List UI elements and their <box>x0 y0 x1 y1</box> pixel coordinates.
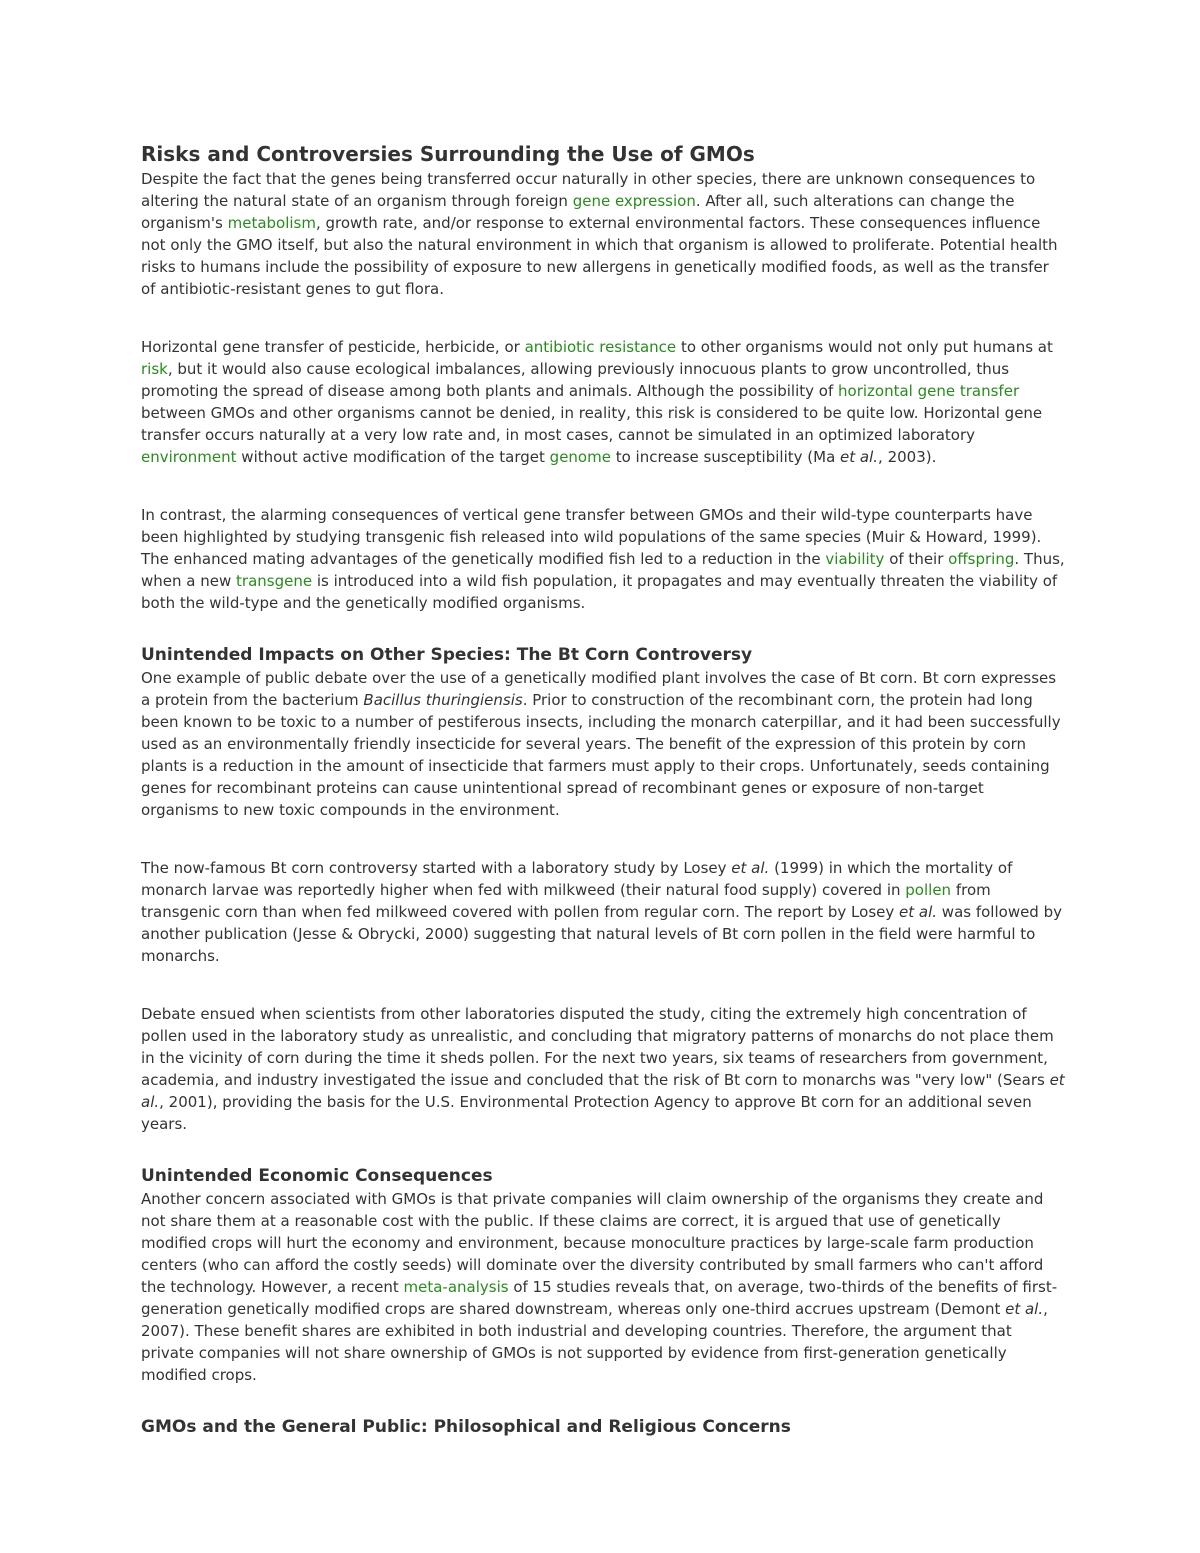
text-run: to increase susceptibility (Ma <box>610 448 841 466</box>
text-run: In contrast, the alarming consequences of vertical gene transfer between GMOs and their wild-type counterparts have been highlighted by studying transgenic fish released into wild populations of the same species (Muir & Howard, 1999). The enhanced mating advantages of the genetically modified fish led to a reduction in the <box>141 506 1042 568</box>
italic-text: et al. <box>141 1071 1065 1111</box>
link-pollen[interactable]: pollen <box>905 881 952 899</box>
text-run: Another concern associated with GMOs is that private companies will claim ownership of the organisms they create and not share them at a reasonable cost with the public. If these claims are correct, it is argued that use of genetically modified crops will hurt the economy and environment, because monoculture practices by large-scale farm production centers (who can afford the costly seeds) will dominate over the diversity contributed by small farmers who can't afford the technology. However, a recent <box>141 1190 1044 1296</box>
text-run: between GMOs and other organisms cannot be denied, in reality, this risk is considered to be quite low. Horizontal gene transfer occurs naturally at a very low rate and, in most cases, cannot be simulated in an optimized laboratory <box>141 404 1043 444</box>
body-paragraph <box>141 336 1066 468</box>
section-heading: Unintended Impacts on Other Species: The Bt Corn Controversy <box>141 645 753 665</box>
page-title: Risks and Controversies Surrounding the Use of GMOs <box>141 142 755 166</box>
link-risk[interactable]: risk <box>141 360 168 378</box>
section-spacer <box>141 1135 1066 1164</box>
text-run: (1999) in which the mortality of monarch larvae was reportedly higher when fed with milkweed (their natural food supply) covered in <box>141 859 1013 899</box>
body-paragraph <box>141 857 1066 967</box>
text-run: of their <box>884 550 949 568</box>
section-spacer <box>141 1386 1066 1415</box>
text-run: without active modification of the target <box>236 448 550 466</box>
paragraph-spacer <box>141 967 1066 1003</box>
text-run: , 2007). These benefit shares are exhibited in both industrial and developing countries. Therefore, the argument that private companies will not share ownership of GMOs is not supported by evidence from first-generation genetically modified crops. <box>141 1300 1048 1384</box>
paragraph-spacer <box>141 821 1066 857</box>
text-run: , but it would also cause ecological imbalances, allowing previously innocuous plants to grow uncontrolled, thus promoting the spread of disease among both plants and animals. Although the possibility of <box>141 360 1010 400</box>
link-horizontal-gene-transfer[interactable]: horizontal gene transfer <box>838 382 1020 400</box>
link-genome[interactable]: genome <box>549 448 611 466</box>
text-run: , 2001), providing the basis for the U.S. Environmental Protection Agency to approve Bt corn for an additional seven years. <box>141 1093 1032 1133</box>
text-run: One example of public debate over the use of a genetically modified plant involves the case of Bt corn. Bt corn expresses a protein from the bacterium <box>141 669 1057 709</box>
text-run: Despite the fact that the genes being transferred occur naturally in other species, there are unknown consequences to altering the natural state of an organism through foreign <box>141 170 1036 210</box>
text-run: from transgenic corn than when fed milkweed covered with pollen from regular corn. The report by Losey <box>141 881 991 921</box>
italic-text: et al. <box>731 859 770 877</box>
link-environment[interactable]: environment <box>141 448 237 466</box>
italic-text: et al. <box>840 448 879 466</box>
body-paragraph <box>141 504 1066 614</box>
text-run: , 2003). <box>878 448 937 466</box>
paragraph-spacer <box>141 300 1066 336</box>
section-heading: GMOs and the General Public: Philosophical and Religious Concerns <box>141 1417 791 1437</box>
body-paragraph <box>141 667 1066 821</box>
body-paragraph <box>141 1003 1066 1135</box>
text-run: The now-famous Bt corn controversy started with a laboratory study by Losey <box>141 859 732 877</box>
italic-text: Bacillus thuringiensis <box>363 691 523 709</box>
paragraph-spacer <box>141 468 1066 504</box>
link-antibiotic-resistance[interactable]: antibiotic resistance <box>524 338 677 356</box>
text-run: to other organisms would not only put humans at <box>676 338 1053 356</box>
text-run: . After all, such alterations can change the organism's <box>141 192 1015 232</box>
text-run: , growth rate, and/or response to external environmental factors. These consequences influence not only the GMO itself, but also the natural environment in which that organism is allowed to proliferate. Potential health risks to humans include the possibility of exposure to new allergens in genetically modified foods, as well as the transfer of antibiotic-resistant genes to gut flora. <box>141 214 1058 298</box>
text-run: is introduced into a wild fish population, it propagates and may eventually threaten the viability of both the wild-type and the genetically modified organisms. <box>141 572 1058 612</box>
text-run: Horizontal gene transfer of pesticide, herbicide, or <box>141 338 525 356</box>
link-gene-expression[interactable]: gene expression <box>572 192 696 210</box>
link-viability[interactable]: viability <box>825 550 885 568</box>
link-meta-analysis[interactable]: meta-analysis <box>403 1278 509 1296</box>
italic-text: et al. <box>1005 1300 1044 1318</box>
link-transgene[interactable]: transgene <box>236 572 313 590</box>
text-run: of 15 studies reveals that, on average, two-thirds of the benefits of first-generation genetically modified crops are shared downstream, whereas only one-third accrues upstream (Demont <box>141 1278 1058 1318</box>
text-run: . Thus, when a new <box>141 550 1065 590</box>
link-metabolism[interactable]: metabolism <box>227 214 316 232</box>
body-paragraph <box>141 168 1066 300</box>
text-run: Debate ensued when scientists from other laboratories disputed the study, citing the extremely high concentration of pollen used in the laboratory study as unrealistic, and concluding that migratory patterns of monarchs do not place them in the vicinity of corn during the time it sheds pollen. For the next two years, six teams of researchers from government, academia, and industry investigated the issue and concluded that the risk of Bt corn to monarchs was "very low" (Sears <box>141 1005 1054 1089</box>
body-paragraph <box>141 1188 1066 1386</box>
link-offspring[interactable]: offspring <box>948 550 1015 568</box>
section-spacer <box>141 614 1066 643</box>
italic-text: et al. <box>899 903 938 921</box>
text-run: . Prior to construction of the recombinant corn, the protein had long been known to be toxic to a number of pestiferous insects, including the monarch caterpillar, and it had been successfully used as an environmentally friendly insecticide for several years. The benefit of the expression of this protein by corn plants is a reduction in the amount of insecticide that farmers must apply to their crops. Unfortunately, seeds containing genes for recombinant proteins can cause unintentional spread of recombinant genes or exposure of non-target organisms to new toxic compounds in the environment. <box>141 691 1061 819</box>
article <box>141 140 1066 1439</box>
text-run: was followed by another publication (Jesse & Obrycki, 2000) suggesting that natural levels of Bt corn pollen in the field were harmful to monarchs. <box>141 903 1062 965</box>
section-heading: Unintended Economic Consequences <box>141 1166 493 1186</box>
